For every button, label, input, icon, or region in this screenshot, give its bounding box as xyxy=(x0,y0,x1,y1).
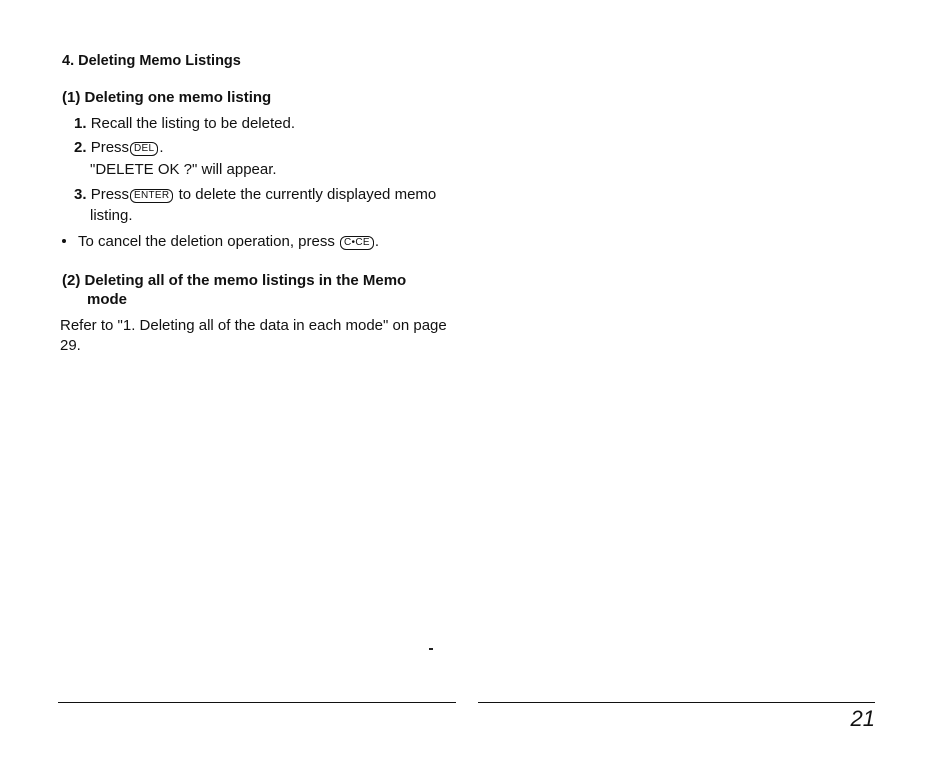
step-2-text-after: . xyxy=(159,139,164,156)
enter-key-icon: ENTER xyxy=(130,189,173,203)
section-heading: 4. Deleting Memo Listings xyxy=(62,53,241,69)
step-3-text: Press xyxy=(90,186,130,203)
step-3-continuation: listing. xyxy=(90,207,133,224)
subsection-2-body-line1: Refer to "1. Deleting all of the data in each mode" on page xyxy=(60,317,447,334)
cancel-note-text: To cancel the deletion operation, press xyxy=(78,233,335,250)
cancel-note-text-after: . xyxy=(374,233,380,250)
step-1 xyxy=(74,115,295,132)
subsection-1-heading: (1) Deleting one memo listing xyxy=(62,89,272,106)
subsection-2-heading-line1: (2) Deleting all of the memo listings in the Memo xyxy=(62,272,407,289)
bullet-icon xyxy=(62,239,66,243)
step-3-number: 3. xyxy=(74,186,87,203)
subsection-2-heading-line2: mode xyxy=(87,291,128,308)
step-1-number: 1. xyxy=(74,115,87,132)
print-speck xyxy=(429,648,433,650)
del-key-icon: DEL xyxy=(130,142,158,156)
subsection-2-body-line2: 29. xyxy=(60,337,81,354)
step-3 xyxy=(74,186,436,203)
step-2-number: 2. xyxy=(74,139,87,156)
c-ce-key-icon: C•CE xyxy=(340,236,374,250)
step-2-result: "DELETE OK ?" will appear. xyxy=(90,161,277,178)
page-number: 21 xyxy=(850,706,875,731)
footer-rule-right xyxy=(478,702,875,703)
footer-rule-left xyxy=(58,702,456,703)
step-2 xyxy=(74,139,164,156)
step-3-text-after: to delete the currently displayed memo xyxy=(178,186,437,203)
step-1-text: Recall the listing to be deleted. xyxy=(90,115,295,132)
cancel-note xyxy=(62,233,379,250)
step-2-text: Press xyxy=(90,139,130,156)
